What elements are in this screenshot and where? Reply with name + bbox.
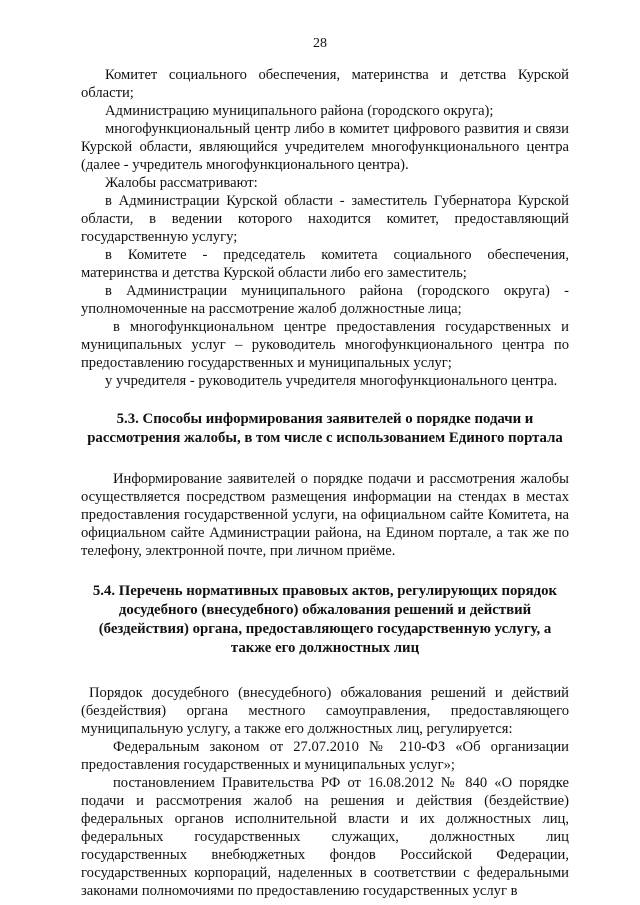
- section-5-4-paragraph: Федеральным законом от 27.07.2010 № 210-ФЗ «Об организации предоставления государственных и муниципальных услуг»;: [81, 739, 569, 773]
- body-paragraph: в Комитете - председатель комитета социального обеспечения, материнства и детства Курской области либо его заместитель;: [81, 247, 569, 281]
- body-paragraph: многофункциональный центр либо в комитет цифрового развития и связи Курской области, являющийся учредителем многофункционального центра (далее - учредитель многофункционального центра).: [81, 121, 569, 173]
- section-5-4-paragraph: постановлением Правительства РФ от 16.08.2012 № 840 «О порядке подачи и рассмотрения жалоб на решения и действия (бездействие) федеральных органов исполнительной власти и их должностных лиц, федеральных государственных служащих, должностных лиц государственных внебюджетных фондов Российской Федерации, государственных корпораций, наделенных в соответствии с федеральными законами полномочиями по предоставлению государственных услуг в: [81, 775, 569, 899]
- body-paragraph: в многофункциональном центре предоставления государственных и муниципальных услуг – руководитель многофункционального центра по предоставлению государственных и муниципальных услуг;: [81, 319, 569, 371]
- page-number: 28: [313, 36, 327, 51]
- body-block: [81, 66, 569, 390]
- section-5-3-paragraph: Информирование заявителей о порядке подачи и рассмотрения жалобы осуществляется посредством размещения информации на стендах в местах предоставления государственной услуги, на официальном сайте Комитета, на официальном сайте Администрации района, на Едином портале, а так же по телефону, электронной почте, при личном приёме.: [81, 471, 569, 559]
- body-paragraph: Комитет социального обеспечения, материнства и детства Курской области;: [81, 67, 569, 101]
- body-paragraph: Администрацию муниципального района (городского округа);: [105, 103, 494, 119]
- section-heading-5-3: 5.3. Способы информирования заявителей о порядке подачи и рассмотрения жалобы, в том числе с использованием Единого портала: [87, 411, 563, 446]
- body-paragraph: в Администрации Курской области - заместитель Губернатора Курской области, в ведении которого находится комитет, предоставляющий государственную услугу;: [81, 193, 569, 245]
- page-content: [81, 66, 569, 900]
- body-paragraph: в Администрации муниципального района (городского округа) - уполномоченные на рассмотрение жалоб должностные лица;: [81, 283, 569, 317]
- section-heading-5-4: 5.4. Перечень нормативных правовых актов, регулирующих порядок досудебного (внесудебного) обжалования решений и действий (бездействия) органа, предоставляющего государственную услугу, а также его должностных лиц: [92, 583, 558, 656]
- section-5-4-paragraph: Порядок досудебного (внесудебного) обжалования решений и действий (бездействия) органа местного самоуправления, предоставляющего муниципальную услугу, а также его должностных лиц, регулируется:: [81, 685, 569, 737]
- body-paragraph: у учредителя - руководитель учредителя многофункционального центра.: [105, 373, 558, 389]
- body-paragraph: Жалобы рассматривают:: [105, 175, 258, 191]
